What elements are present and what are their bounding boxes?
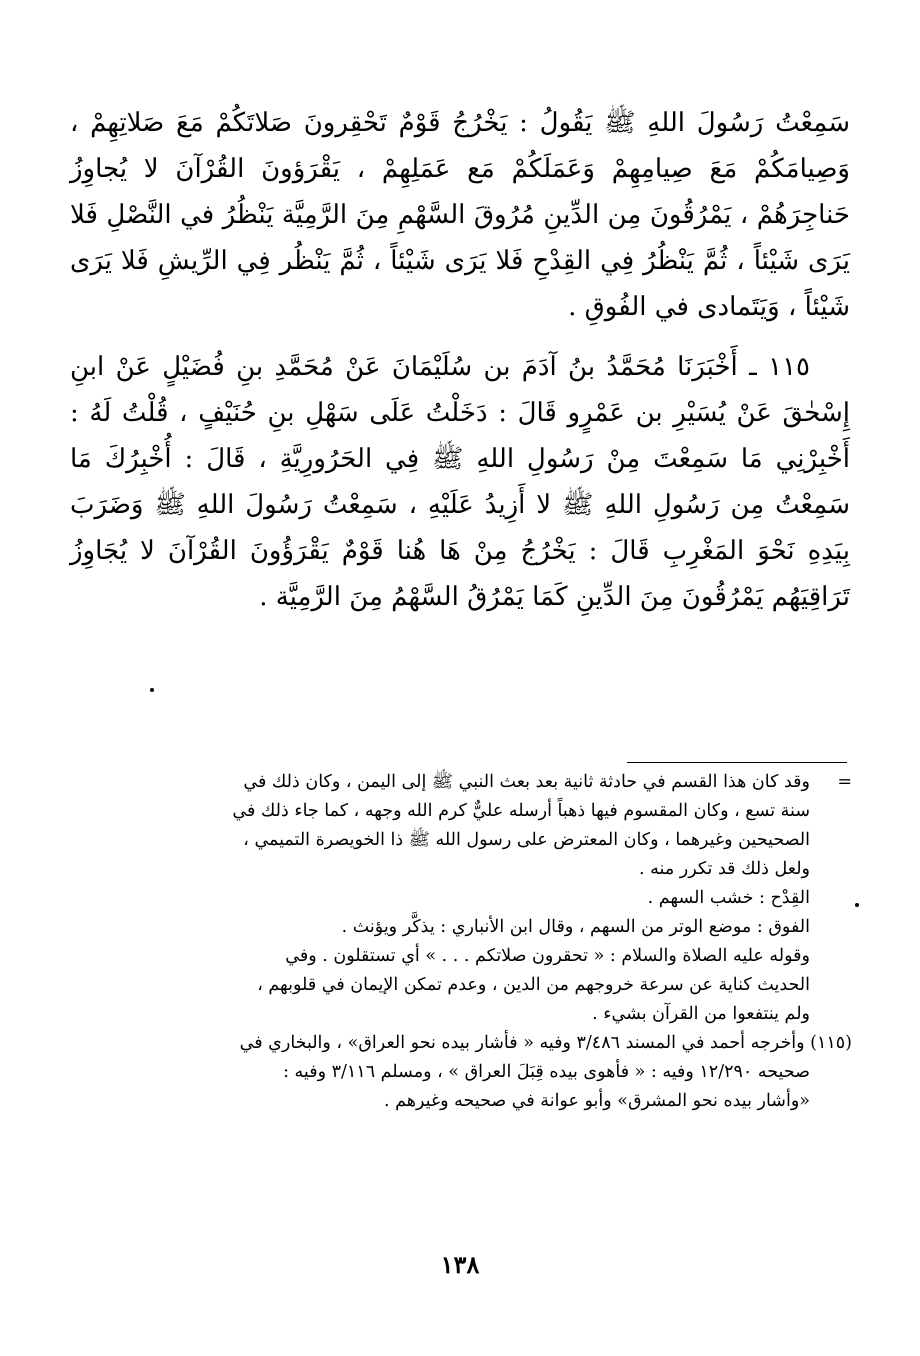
speck xyxy=(150,688,154,692)
footnote-line: وقوله عليه الصلاة والسلام : « تحقرون صلاتكم . . . » أي تستقلون . وفي xyxy=(285,946,810,966)
speck xyxy=(855,903,859,907)
hadith-paragraph-1: سَمِعْتُ رَسُولَ اللهِ ﷺ يَقُولُ : يَخْرُجُ قَوْمٌ تَحْقِرونَ صَلاتَكُمْ مَعَ صَلاتِهِمْ ، وَصِيامَكُمْ مَعَ صِيامِهِمْ وَعَمَلَكُمْ مَع عَمَلِهِمْ ، يَقْرَؤونَ القُرْآنَ لا يُجاوِزُ حَناجِرَهُمْ ، يَمْرُقُونَ مِن الدِّينِ مُرُوقَ السَّهْمِ مِنَ الرَّمِيَّة يَنْظُرُ في النَّصْلِ فَلا يَرَى شَيْئاً ، ثُمَّ يَنْظُرُ فِي القِدْحِ فَلا يَرَى شَيْئاً ، ثُمَّ يَنْظُر فِي الرِّيشِ فَلا يَرَى شَيْئاً ، وَيَتَمادى في الفُوقِ . xyxy=(70,108,850,322)
footnote-line: (١١٥) وأخرجه أحمد في المسند ٣/٤٨٦ وفيه « فأشار بيده نحو العراق» ، والبخاري في xyxy=(239,1033,852,1053)
footnote-line: «وأشار بيده نحو المشرق» وأبو عوانة في صحيحه وغيرهم . xyxy=(384,1091,810,1111)
footnote-line: ولم ينتفعوا من القرآن بشيء . xyxy=(592,1004,810,1024)
footnote-115 xyxy=(80,1029,852,1116)
main-text xyxy=(70,100,850,620)
footnote-line: القِدْح : خشب السهم . xyxy=(647,888,810,908)
footnote-line: ولعل ذلك قد تكرر منه . xyxy=(639,859,810,879)
footnote-separator xyxy=(627,762,847,763)
hadith-text: أَخْبَرَنَا مُحَمَّدُ بنُ آدَمَ بن سُلَيْمَانَ عَنْ مُحَمَّدِ بنِ فُضَيْلٍ عَنْ ابنِ إِسْحٰقَ عَنْ يُسَيْرِ بن عَمْرٍو قَالَ : دَخَلْتُ عَلَى سَهْلِ بنِ حُنَيْفٍ ، قُلْتُ لَهُ : أَخْبِرْنِي مَا سَمِعْتَ مِنْ رَسُولِ اللهِ ﷺ فِي الحَرُورِيَّةِ ، قَالَ : أُخْبِرُكَ مَا سَمِعْتُ مِن رَسُولِ اللهِ ﷺ لا أَزِيدُ عَلَيْهِ ، سَمِعْتُ رَسُولَ اللهِ ﷺ وَضَرَبَ بِيَدِهِ نَحْوَ المَغْرِبِ قَالَ : يَخْرُجُ مِنْ هَا هُنا قَوْمٌ يَقْرَؤُونَ القُرْآنَ لا يُجَاوِزُ تَرَاقِيَهُم يَمْرُقُونَ مِنَ الدِّينِ كَمَا يَمْرُقُ السَّهْمُ مِنَ الرَّمِيَّة . xyxy=(70,352,850,612)
page-number: ١٣٨ xyxy=(440,1250,480,1279)
footnote-continuation xyxy=(80,768,852,1029)
footnote-line: الفوق : موضع الوتر من السهم ، وقال ابن الأنباري : يذكَّر ويؤنث . xyxy=(341,917,810,937)
continuation-marker: = xyxy=(837,772,852,792)
footnotes xyxy=(80,768,852,1116)
hadith-paragraph-115 xyxy=(70,344,850,620)
footnote-line: صحيحه ١٢/٢٩٠ وفيه : « فأهوى بيده قِبَلَ العراق » ، ومسلم ٣/١١٦ وفيه : xyxy=(283,1062,810,1082)
footnote-line: سنة تسع ، وكان المقسوم فيها ذهباً أرسله عليٌّ كرم الله وجهه ، كما جاء ذلك في xyxy=(232,801,810,821)
footnote-line: الصحيحين وغيرهما ، وكان المعترض على رسول الله ﷺ ذا الخويصرة التميمي ، xyxy=(243,830,810,850)
footnote-line: الحديث كناية عن سرعة خروجهم من الدين ، وعدم تمكن الإيمان في قلوبهم ، xyxy=(257,975,810,995)
footnote-line: وقد كان هذا القسم في حادثة ثانية بعد بعث النبي ﷺ إلى اليمن ، وكان ذلك في xyxy=(243,772,810,792)
hadith-number: ١١٥ ـ xyxy=(749,352,811,382)
